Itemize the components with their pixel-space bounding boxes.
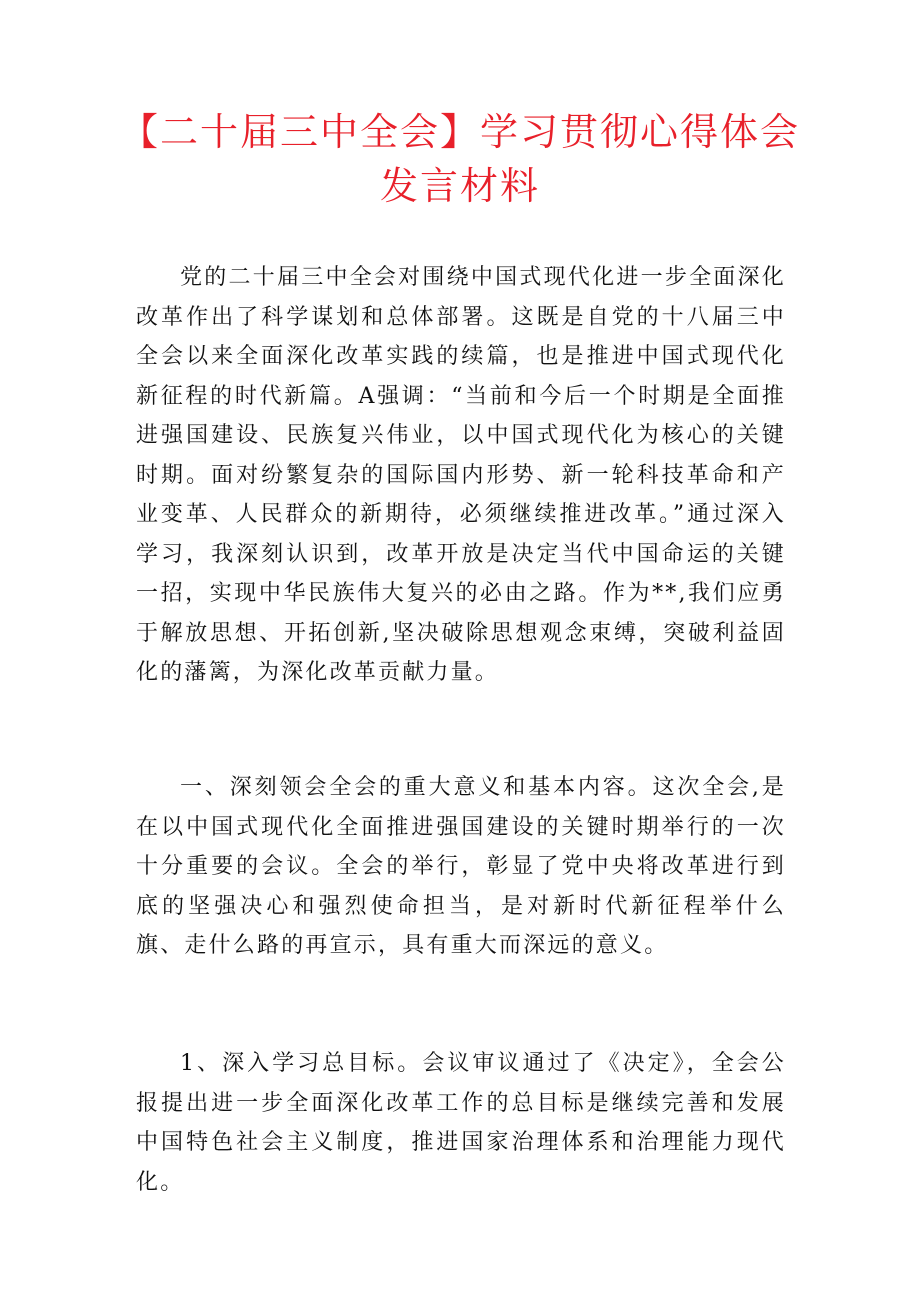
section-1-paragraph: 一、深刻领会全会的重大意义和基本内容。这次全会,是在以中国式现代化全面推进强国建设的关键时期举行的一次十分重要的会议。全会的举行，彰显了党中央将改革进行到底的坚强决心和强烈使命担当，是对新时代新征程举什么旗、走什么路的再宣示，具有重大而深远的意义。 — [136, 775, 786, 958]
document-title-line-1: 【二十届三中全会】学习贯彻心得体会 — [119, 110, 800, 154]
document-title-line-2: 发言材料 — [379, 164, 540, 208]
point-1-paragraph: 1、深入学习总目标。会议审议通过了《决定》，全会公报提出进一步全面深化改革工作的总目标是继续完善和发展中国特色社会主义制度，推进国家治理体系和治理能力现代化。 — [136, 1051, 786, 1195]
intro-paragraph: 党的二十届三中全会对围绕中国式现代化进一步全面深化改革作出了科学谋划和总体部署。这既是自党的十八届三中全会以来全面深化改革实践的续篇，也是推进中国式现代化新征程的时代新篇。A强调：“当前和今后一个时期是全面推进强国建设、民族复兴伟业，以中国式现代化为核心的关键时期。面对纷繁复杂的国际国内形势、新一轮科技革命和产业变革、人民群众的新期待，必须继续推进改革。”通过深入学习，我深刻认识到，改革开放是决定当代中国命运的关键一招，实现中华民族伟大复兴的必由之路。作为**,我们应勇于解放思想、开拓创新,坚决破除思想观念束缚，突破利益固化的藩篱，为深化改革贡献力量。 — [136, 265, 786, 685]
